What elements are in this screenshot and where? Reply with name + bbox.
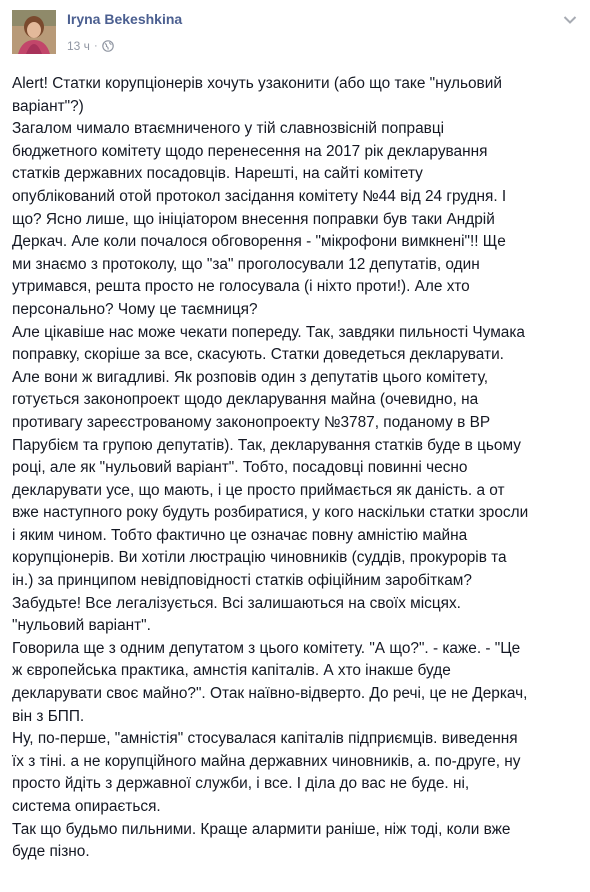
post-text-line: декларувати усе, що мають, і це просто приймається як даність. а от [12,481,505,499]
post-text-line: утримався, решта просто не голосувала (і ніхто проти!). Але хто [12,278,470,296]
post-text-line: році, але як "нульовий варіант". Тобто, посадовці повинні чесно [12,459,468,477]
post-text-line: просто йдіть з державної служби, і все. І діла до вас не буде. ні, [12,775,470,793]
post-text-line: буде пізно. [12,843,90,861]
post-text-line: противагу зареєстрованому законопроекту №3787, поданому в ВР [12,413,491,431]
author-name[interactable]: Iryna Bekeshkina [67,11,183,27]
post-text-line: "нульовий варіант". [12,617,151,635]
post-timestamp[interactable]: 13 ч [67,39,90,53]
post-text-line: він з БПП. [12,707,85,725]
post-meta [67,39,114,53]
post-text-line: ми знаємо з протоколу, що "за" проголосували 12 депутатів, один [12,255,480,273]
meta-separator: · [93,40,98,52]
chevron-down-icon[interactable] [563,12,577,22]
post-text-line: ін.) за принципом невідповідності статків офіційним заробіткам? [12,572,472,590]
post-text-line: система опирається. [12,798,161,815]
post-body [12,73,582,864]
post-text-line: що? Ясно лише, що ініціатором внесення поправки був таки Андрій [12,210,495,228]
post-text-line: персонально? Чому це таємниця? [12,300,258,318]
post-text-line: Але вони ж вигадливі. Як розповів один з депутатів цього комітету, [12,368,489,386]
globe-icon[interactable] [102,40,114,52]
post-text-line: Так що будьмо пильними. Краще алармити раніше, ніж тоді, коли вже [12,820,511,838]
post-text-line: Говорила ще з одним депутатом з цього комітету. "А що?". - каже. - "Це [12,639,521,657]
post-text-line: Але цікавіше нас може чекати попереду. Так, завдяки пильності Чумака [12,323,525,341]
post-text-line: Забудьте! Все легалізується. Всі залишаються на своїх місцях. [12,594,461,612]
post-text-line: Загалом чимало втаємниченого у тій славнозвісній поправці [12,120,445,138]
post-text-line: ж європейська практика, амнстія капіталів. А хто інакше буде [12,662,451,680]
post-text-line: вже наступного року будуть розбиратися, у кого наскільки статки зросли [12,504,529,522]
post-text-line: Парубієм та групою депутатів). Так, декларування статків буде в цьому [12,436,521,454]
post-text-line: бюджетного комітету щодо перенесення на 2017 рік декларування [12,142,488,160]
post-text-line: декларувати своє майно?". Отак наївно-відверто. До речі, це не Деркач, [12,685,528,703]
avatar[interactable] [12,10,56,54]
post-text-line: і яким чином. Тобто фактично це означає повну амністію майна [12,526,468,544]
post-text-line: їх з тіні. а не корупційного майна державних чиновників, а. по-друге, ну [12,752,521,770]
post-text-line: Alert! Статки корупціонерів хочуть узаконити (або що таке "нульовий [12,75,502,92]
post-text-line: опублікований отой протокол засідання комітету №44 від 24 грудня. І [12,187,507,205]
post-text-line: готується законопроект щодо декларування майна (очевидно, на [12,391,479,409]
post-text-line: статків державних посадовців. Нарешті, на сайті комітету [12,165,423,183]
post-text-line: поправку, скоріше за все, скасують. Статки доведеться декларувати. [12,346,504,364]
post-text-line: корупціонерів. Ви хотіли люстрацію чиновників (суддів, прокурорів та [12,549,507,567]
post-text-line: варіант"?) [12,97,84,115]
post-text-line: Ну, по-перше, "амністія" стосувалася капіталів підприємців. виведення [12,730,518,748]
post-text-line: Деркач. Але коли почалося обговорення - "мікрофони вимкнені"!! Ще [12,233,506,251]
